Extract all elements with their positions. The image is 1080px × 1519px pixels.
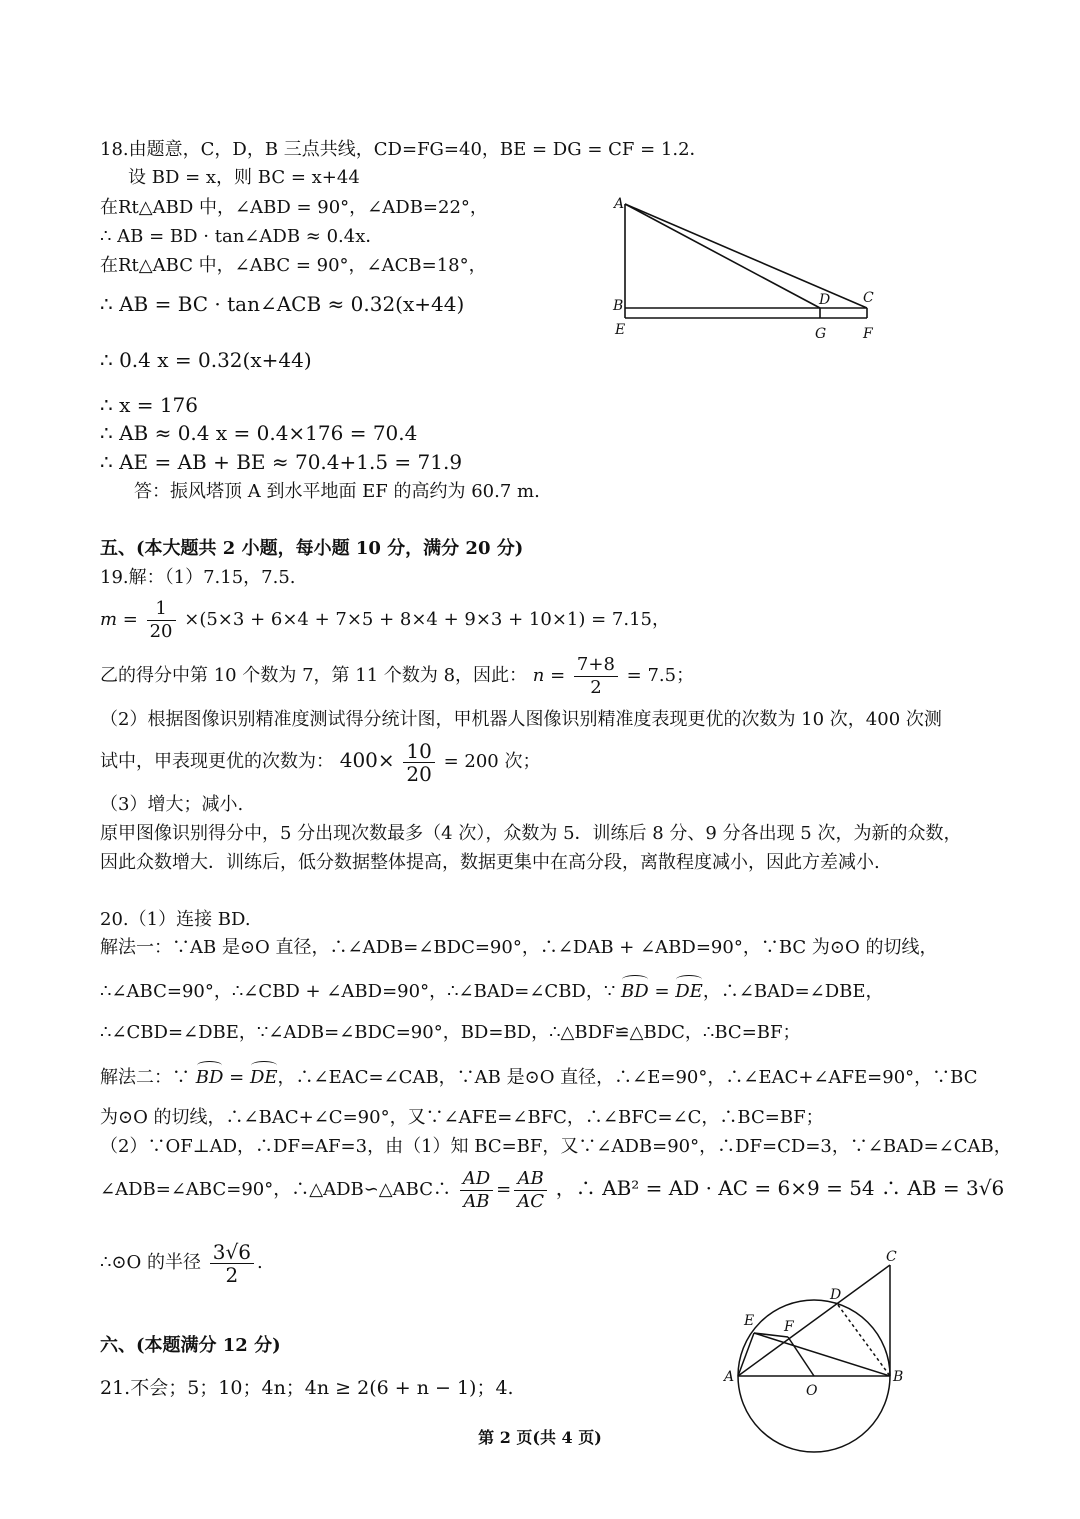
q20-method1-line-2 bbox=[100, 980, 884, 1004]
q20-label-D: D bbox=[830, 1287, 842, 1303]
q20-p2-text-a: ∠ADB=∠ABC=90°，∴△ADB∽△ABC∴ bbox=[100, 1179, 451, 1200]
q18-label-D: D bbox=[819, 292, 831, 308]
q20-fraction-ad-ab: $\frac{AD}{AB}$ bbox=[460, 1168, 493, 1213]
q20-part2-line-1: （2）∵OF⊥AD，∴DF=AF=3，由（1）知 BC=BF，又∵∠ADB=90°，∴DF=CD=3，∵∠BAD=∠CAB， bbox=[100, 1136, 1012, 1157]
q18-label-C: C bbox=[863, 290, 874, 306]
q19-n-lhs: n = bbox=[532, 665, 566, 686]
q20-radius-period: . bbox=[256, 1252, 263, 1273]
q20-fraction-ab-ac: $\frac{AB}{AC}$ bbox=[514, 1168, 547, 1213]
q19-part2-lhs: 400× bbox=[339, 748, 395, 772]
section-5-title: 五、(本大题共 2 小题，每小题 10 分，满分 20 分) bbox=[100, 538, 524, 559]
q20-part2-line-2 bbox=[100, 1164, 1004, 1214]
q20-radius-fraction: $\frac{3√6}{2}$ bbox=[210, 1241, 254, 1286]
q19-part3-line-2: 因此众数增大．训练后，低分数据整体提高，数据更集中在高分段，离散程度减小，因此方差减小. bbox=[100, 852, 880, 873]
q18-line-5: 在Rt△ABC 中，∠ABC = 90°，∠ACB=18°， bbox=[100, 255, 487, 276]
q18-label-E: E bbox=[615, 322, 626, 338]
q19-part2-rhs: = 200 次； bbox=[443, 751, 541, 772]
q20-label-C: C bbox=[886, 1249, 897, 1265]
arc-bd-2: BD bbox=[195, 1067, 224, 1088]
q18-line-6: ∴ AB = BC · tan∠ACB ≈ 0.32(x+44) bbox=[100, 292, 465, 316]
q20-m1-text-b: ，∴∠BAD=∠DBE， bbox=[702, 981, 884, 1002]
q18-answer: 答：振风塔顶 A 到水平地面 EF 的高约为 60.7 m. bbox=[134, 481, 540, 502]
q18-line-10: ∴ AE = AB + BE ≈ 70.4+1.5 = 71.9 bbox=[100, 450, 463, 474]
arc-de: DE bbox=[675, 981, 703, 1002]
q20-m1-text-a: ∴∠ABC=90°，∴∠CBD + ∠ABD=90°，∴∠BAD=∠CBD，∵ bbox=[100, 981, 622, 1002]
q20-label-O: O bbox=[806, 1383, 818, 1399]
q19-part3: （3）增大；减小. bbox=[100, 794, 244, 815]
q19-n-fraction: $\frac{7+8}{2}$ bbox=[574, 654, 618, 699]
q20-m2-text-a: 解法二：∵ bbox=[100, 1067, 196, 1088]
q19-part2-text: 试中，甲表现更优的次数为： bbox=[100, 751, 334, 772]
arc-equals-2: = bbox=[223, 1067, 250, 1088]
q18-label-B: B bbox=[613, 298, 624, 314]
q19-part3-line-1: 原甲图像识别得分中，5 分出现次数最多（4 次），众数为 5．训练后 8 分、9 分各出现 5 次，为新的众数， bbox=[100, 823, 962, 844]
q20-line-1: 20.（1）连接 BD. bbox=[100, 909, 251, 930]
q18-line-4: ∴ AB = BD · tan∠ADB ≈ 0.4x． bbox=[100, 226, 384, 247]
q18-label-A: A bbox=[614, 196, 625, 212]
section-6-title: 六、(本题满分 12 分) bbox=[100, 1335, 281, 1356]
q20-label-F: F bbox=[784, 1319, 794, 1335]
q19-m-lhs: m = bbox=[100, 609, 138, 630]
q20-label-E: E bbox=[744, 1313, 755, 1329]
q20-method1-line-3: ∴∠CBD=∠DBE，∵∠ADB=∠BDC=90°，BD=BD，∴△BDF≌△BDC，∴BC=BF； bbox=[100, 1022, 801, 1043]
q18-line-2: 设 BD = x，则 BC = x+44 bbox=[128, 167, 360, 188]
q18-line-9: ∴ AB ≈ 0.4 x = 0.4×176 = 70.4 bbox=[100, 421, 418, 445]
q18-line-7: ∴ 0.4 x = 0.32(x+44) bbox=[100, 348, 312, 372]
q20-radius-line bbox=[100, 1236, 263, 1290]
q21-line: 21.不会；5；10；4n；4n ≥ 2(6 + n − 1)；4. bbox=[100, 1377, 514, 1399]
q19-part2-fraction: $\frac{10}{20}$ bbox=[403, 740, 434, 785]
q18-triangle-figure bbox=[605, 190, 905, 350]
q18-label-G: G bbox=[815, 326, 827, 342]
q19-line-1: 19.解：（1）7.15，7.5. bbox=[100, 567, 296, 588]
q20-label-B: B bbox=[893, 1369, 904, 1385]
q20-p2-text-b: ，∴ AB² = AD · AC = 6×9 = 54 ∴ AB = 3√6 bbox=[555, 1176, 1005, 1200]
q18-line-3: 在Rt△ABD 中，∠ABD = 90°，∠ADB=22°， bbox=[100, 197, 488, 218]
arc-equals: = bbox=[648, 981, 676, 1002]
q19-m-rhs: ×(5×3 + 6×4 + 7×5 + 8×4 + 9×3 + 10×1) = 7.15， bbox=[184, 609, 670, 630]
arc-bd: BD bbox=[621, 981, 649, 1002]
q19-m-formula bbox=[100, 596, 670, 644]
arc-de-2: DE bbox=[249, 1067, 278, 1088]
q18-line-8: ∴ x = 176 bbox=[100, 393, 199, 417]
q19-part2-line-1: （2）根据图像识别精准度测试得分统计图，甲机器人图像识别精准度表现更优的次数为 10 次，400 次测 bbox=[100, 709, 942, 730]
q20-label-A: A bbox=[724, 1369, 735, 1385]
q19-n-rhs: = 7.5； bbox=[626, 665, 695, 686]
q18-label-F: F bbox=[863, 326, 873, 342]
q20-method1-line-1: 解法一：∵AB 是⊙O 直径，∴∠ADB=∠BDC=90°，∴∠DAB + ∠ABD=90°，∵BC 为⊙O 的切线， bbox=[100, 937, 938, 958]
q19-part2-line-2 bbox=[100, 736, 540, 786]
q20-method2-line-2: 为⊙O 的切线，∴∠BAC+∠C=90°，又∵∠AFE=∠BFC，∴∠BFC=∠C，∴BC=BF； bbox=[100, 1107, 824, 1128]
q19-n-formula bbox=[100, 652, 694, 700]
page-number: 第 2 页(共 4 页) bbox=[478, 1428, 602, 1447]
q20-method2-line-1 bbox=[100, 1066, 978, 1090]
q19-n-text: 乙的得分中第 10 个数为 7，第 11 个数为 8，因此： bbox=[100, 665, 528, 686]
q20-m2-text-b: ，∴∠EAC=∠CAB，∵AB 是⊙O 直径，∴∠E=90°，∴∠EAC+∠AFE=90°，∵BC bbox=[277, 1067, 978, 1088]
q20-radius-text: ∴⊙O 的半径 bbox=[100, 1252, 202, 1273]
q20-fraction-equals: = bbox=[496, 1179, 512, 1200]
q19-m-fraction: $\frac{1}{20}$ bbox=[147, 598, 176, 643]
q18-line-1: 18.由题意，C，D，B 三点共线，CD=FG=40，BE = DG = CF = 1.2． bbox=[100, 139, 708, 160]
